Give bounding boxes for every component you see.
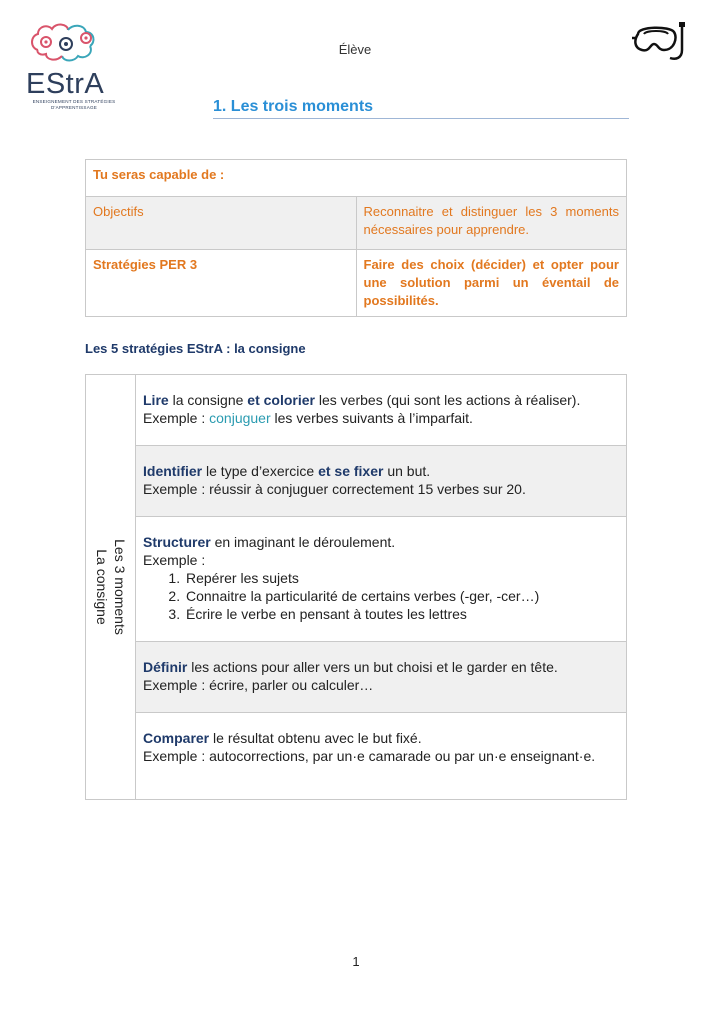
text: les actions pour aller vers un but choisi et le garder en tête. — [187, 659, 558, 675]
strategy-description — [143, 391, 618, 409]
keyword: Identifier — [143, 463, 203, 479]
text: le résultat obtenu avec le but fixé. — [209, 730, 422, 746]
strategies-title: Les 5 stratégies EStrA : la consigne — [85, 341, 306, 356]
keyword: et se fixer — [318, 463, 384, 479]
strategy-example: Exemple : écrire, parler ou calculer… — [143, 677, 374, 693]
objectives-label: Objectifs — [86, 197, 357, 250]
logo-text: EStrA — [26, 68, 105, 100]
strategy-description — [143, 533, 618, 551]
text: les verbes (qui sont les actions à réaliser). — [315, 392, 581, 408]
strategy-row-structurer — [136, 517, 626, 642]
text: un but. — [383, 463, 431, 479]
side-label-cell — [86, 375, 136, 799]
list-item: 1. Repérer les sujets — [184, 569, 618, 587]
snorkel-mask-icon — [630, 20, 690, 64]
keyword: Lire — [143, 392, 169, 408]
keyword: Définir — [143, 659, 188, 675]
brain-gears-icon — [28, 20, 108, 66]
objectives-text: Reconnaitre et distinguer les 3 moments nécessaires pour apprendre. — [356, 197, 627, 250]
strategy-description — [143, 729, 618, 747]
steps-list — [143, 569, 618, 623]
strategy-description — [143, 462, 618, 480]
text: le type d’exercice — [202, 463, 319, 479]
example-rest: les verbes suivants à l’imparfait. — [270, 410, 473, 426]
strategy-example: Exemple : — [143, 552, 206, 568]
section-title — [213, 98, 629, 119]
keyword: Comparer — [143, 730, 210, 746]
side-label — [93, 539, 129, 635]
keyword: Structurer — [143, 534, 211, 550]
list-item: 3. Écrire le verbe en pensant à toutes les lettres — [184, 605, 618, 623]
side-label-line-1: Les 3 moments — [111, 539, 128, 635]
strategy-row-lire — [136, 375, 626, 446]
objectives-heading: Tu seras capable de : — [86, 160, 627, 197]
side-label-line-2: La consigne — [93, 549, 110, 625]
example-prefix: Exemple : — [143, 410, 210, 426]
objectives-table — [85, 159, 627, 317]
keyword: et colorier — [247, 392, 315, 408]
section-title-text: 1. Les trois moments — [213, 98, 374, 115]
estra-logo — [22, 18, 122, 113]
strategies-table — [85, 374, 627, 800]
strategy-row-identifier — [136, 446, 626, 517]
strategies-per-text: Faire des choix (décider) et opter pour une solution parmi un éventail de possibilités. — [356, 250, 627, 317]
text: en imaginant le déroulement. — [210, 534, 396, 550]
example-highlight: conjuguer — [209, 410, 271, 426]
strategies-per-label: Stratégies PER 3 — [86, 250, 357, 317]
page-number: 1 — [352, 954, 360, 969]
strategy-row-comparer — [136, 713, 626, 799]
strategy-row-definir — [136, 642, 626, 713]
strategy-example: Exemple : autocorrections, par un·e camarade ou par un·e enseignant·e. — [143, 748, 596, 764]
logo-tagline: ENSEIGNEMENT DES STRATÉGIES D'APPRENTISSAGE — [32, 99, 116, 110]
role-label: Élève — [338, 42, 372, 57]
strategy-example: Exemple : réussir à conjuguer correctement 15 verbes sur 20. — [143, 481, 526, 497]
strategy-example — [143, 409, 618, 427]
strategy-description — [143, 658, 618, 676]
text: la consigne — [168, 392, 248, 408]
list-item: 2. Connaitre la particularité de certains verbes (-ger, -cer…) — [184, 587, 618, 605]
